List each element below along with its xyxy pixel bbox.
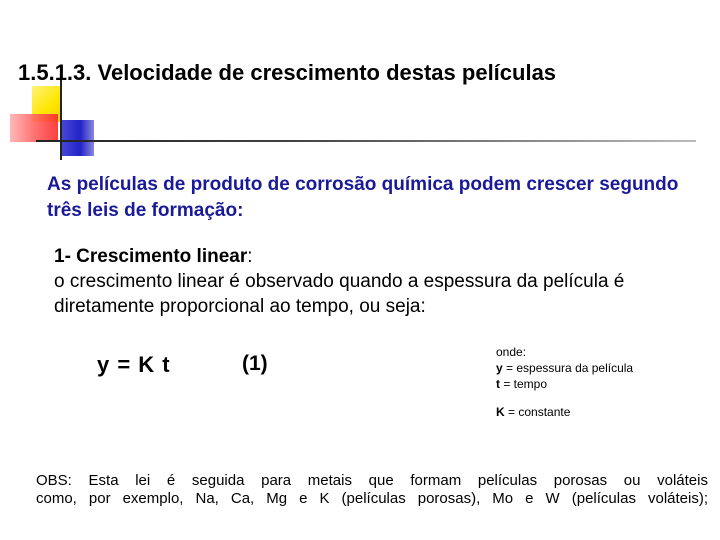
legend-k-symbol: K — [496, 405, 505, 419]
legend-k — [496, 404, 633, 420]
equation-number: (1) — [242, 352, 268, 375]
decor-blue-square — [60, 120, 94, 156]
equation-legend — [496, 344, 633, 420]
observation-note — [36, 472, 708, 508]
observation-line-2: como, por exemplo, Na, Ca, Mg e K (películas porosas), Mo e W (películas voláteis); — [36, 490, 708, 507]
legend-t-desc: = tempo — [500, 377, 548, 391]
linear-growth-section — [54, 244, 704, 319]
legend-y — [496, 360, 633, 376]
legend-onde: onde: — [496, 345, 527, 359]
observation-line-1: OBS: Esta lei é seguida para metais que formam películas porosas ou voláteis — [36, 472, 708, 489]
legend-y-symbol: y — [496, 361, 503, 375]
legend-k-desc: = constante — [504, 405, 571, 419]
decor-red-bar — [10, 114, 58, 142]
legend-y-desc: = espessura da película — [502, 361, 634, 375]
section-heading-title: 1- Crescimento linear — [54, 246, 248, 267]
section-body: o crescimento linear é observado quando a espessura da película é diretamente proporcional ao tempo, ou seja: — [54, 271, 625, 317]
section-heading-colon: : — [247, 246, 253, 267]
section-heading — [54, 244, 704, 269]
slide-title: 1.5.1.3. Velocidade de crescimento destas películas — [18, 60, 557, 85]
decor-vertical-line — [60, 80, 62, 160]
equation: y = K t — [97, 352, 171, 377]
title-underline — [36, 140, 696, 142]
legend-t-symbol: t — [496, 377, 500, 391]
legend-t — [496, 376, 633, 392]
intro-text: As películas de produto de corrosão química podem crescer segundo três leis de formação: — [47, 174, 679, 221]
